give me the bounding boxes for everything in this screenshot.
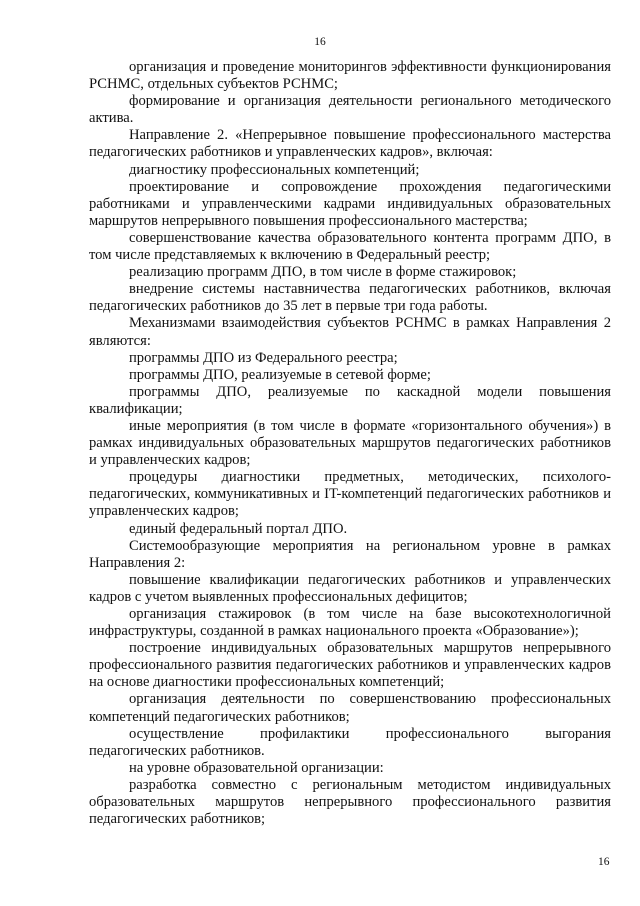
paragraph: диагностику профессиональных компетенций; [129,161,420,178]
paragraph: внедрение системы наставничества педагогических работников, включая педагогических работников до 35 лет в первые три года работы. [89,281,611,315]
paragraph: процедуры диагностики предметных, методических, психолого-педагогических, коммуникативных и IT-компетенций педагогических работников и управленческих кадров; [89,469,611,520]
paragraph: программы ДПО, реализуемые в сетевой форме; [129,366,431,383]
paragraph: повышение квалификации педагогических работников и управленческих кадров с учетом выявленных профессиональных дефицитов; [89,571,611,605]
paragraph: организация стажировок (в том числе на базе высокотехнологичной инфраструктуры, созданной в рамках национального проекта «Образование»); [89,606,611,640]
paragraph: программы ДПО, реализуемые по каскадной модели повышения квалификации; [89,383,611,417]
page-number-top: 16 [314,36,326,48]
paragraph: организация деятельности по совершенствованию профессиональных компетенций педагогических работников; [89,691,611,725]
paragraph: Системообразующие мероприятия на региональном уровне в рамках Направления 2: [89,537,611,571]
paragraph: Механизмами взаимодействия субъектов РСНМС в рамках Направления 2 являются: [89,315,611,349]
paragraph: разработка совместно с региональным методистом индивидуальных образовательных маршрутов непрерывного профессионального развития педагогических работников; [89,776,611,828]
paragraph: организация и проведение мониторингов эффективности функционирования РСНМС, отдельных субъектов РСНМС; [89,59,611,93]
paragraph: построение индивидуальных образовательных маршрутов непрерывного профессионального развития педагогических работников и управленческих кадров на основе диагностики профессиональных компетенций; [89,640,611,691]
paragraph: совершенствование качества образовательного контента программ ДПО, в том числе представляемых к включению в Федеральный реестр; [89,229,611,264]
paragraph: реализацию программ ДПО, в том числе в форме стажировок; [129,264,517,281]
paragraph: осуществление профилактики профессионального выгорания педагогических работников. [89,725,611,759]
paragraph: проектирование и сопровождение прохождения педагогическими работниками и управленческими кадрами индивидуальных образовательных маршрутов непрерывного повышения профессионального мастерства; [89,178,611,229]
page-number-bottom: 16 [598,856,610,868]
paragraph: формирование и организация деятельности регионального методического актива. [89,93,611,127]
paragraph: программы ДПО из Федерального реестра; [129,349,398,366]
paragraph: иные мероприятия (в том числе в формате «горизонтального обучения») в рамках индивидуальных образовательных маршрутов педагогических работников и управленческих кадров; [89,417,611,469]
document-body [89,59,611,828]
paragraph: единый федеральный портал ДПО. [129,520,348,537]
paragraph: на уровне образовательной организации: [129,759,384,776]
paragraph: Направление 2. «Непрерывное повышение профессионального мастерства педагогических работников и управленческих кадров», включая: [89,127,611,161]
